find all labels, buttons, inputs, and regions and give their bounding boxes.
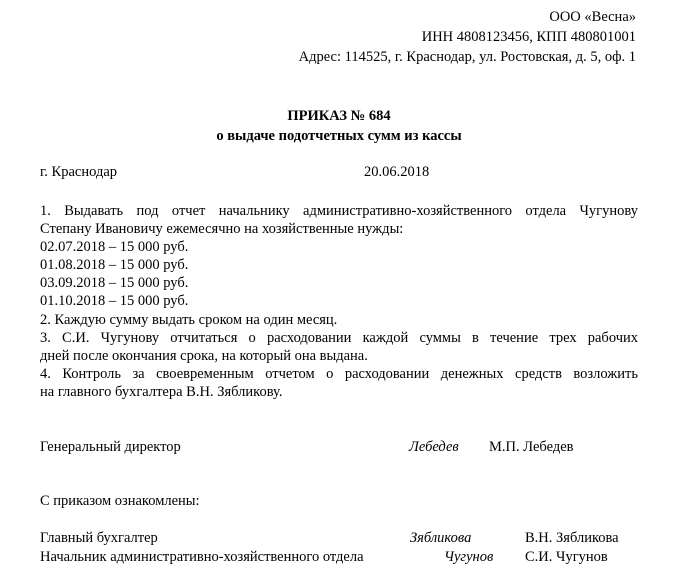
- paragraph-4-line-2: на главного бухгалтера В.Н. Зябликову.: [40, 383, 283, 400]
- company-inn-kpp: ИНН 4808123456, КПП 480801001: [421, 29, 636, 45]
- company-name: ООО «Весна»: [549, 9, 636, 25]
- ack-signature: Чугунов: [444, 549, 494, 565]
- ack-signature: Зябликова: [410, 530, 472, 546]
- payment-line: 03.09.2018 – 15 000 руб.: [40, 275, 189, 292]
- director-name: М.П. Лебедев: [489, 439, 574, 455]
- payment-line: 02.07.2018 – 15 000 руб.: [40, 239, 189, 256]
- paragraph-3-line-2: дней после окончания срока, на который она выдана.: [40, 347, 368, 364]
- ack-position: Главный бухгалтер: [40, 530, 158, 546]
- ack-name: С.И. Чугунов: [525, 549, 608, 565]
- order-title: ПРИКАЗ № 684: [287, 108, 391, 124]
- director-position: Генеральный директор: [40, 439, 181, 455]
- paragraph-4-line-1: 4. Контроль за своевременным отчетом о расходовании денежных средств возложить: [40, 365, 638, 382]
- paragraph-2: 2. Каждую сумму выдать сроком на один месяц.: [40, 311, 338, 328]
- paragraph-3-line-1: 3. С.И. Чугунову отчитаться о расходовании каждой суммы в течение трех рабочих: [40, 329, 638, 346]
- order-date: 20.06.2018: [364, 164, 430, 180]
- ack-position: Начальник административно-хозяйственного отдела: [40, 549, 364, 565]
- payment-line: 01.08.2018 – 15 000 руб.: [40, 257, 189, 274]
- director-signature: Лебедев: [409, 439, 459, 455]
- order-city: г. Краснодар: [40, 164, 118, 180]
- order-subtitle: о выдаче подотчетных сумм из кассы: [216, 128, 462, 144]
- payment-line: 01.10.2018 – 15 000 руб.: [40, 293, 189, 310]
- paragraph-1-line-1: 1. Выдавать под отчет начальнику административно-хозяйственного отдела Чугунову: [40, 203, 638, 219]
- acknowledged-heading: С приказом ознакомлены:: [40, 493, 200, 509]
- company-address: Адрес: 114525, г. Краснодар, ул. Ростовская, д. 5, оф. 1: [298, 49, 636, 65]
- order-body: [40, 202, 638, 401]
- paragraph-1-line-2: Степану Ивановичу ежемесячно на хозяйственные нужды:: [40, 221, 404, 238]
- ack-name: В.Н. Зябликова: [525, 530, 619, 546]
